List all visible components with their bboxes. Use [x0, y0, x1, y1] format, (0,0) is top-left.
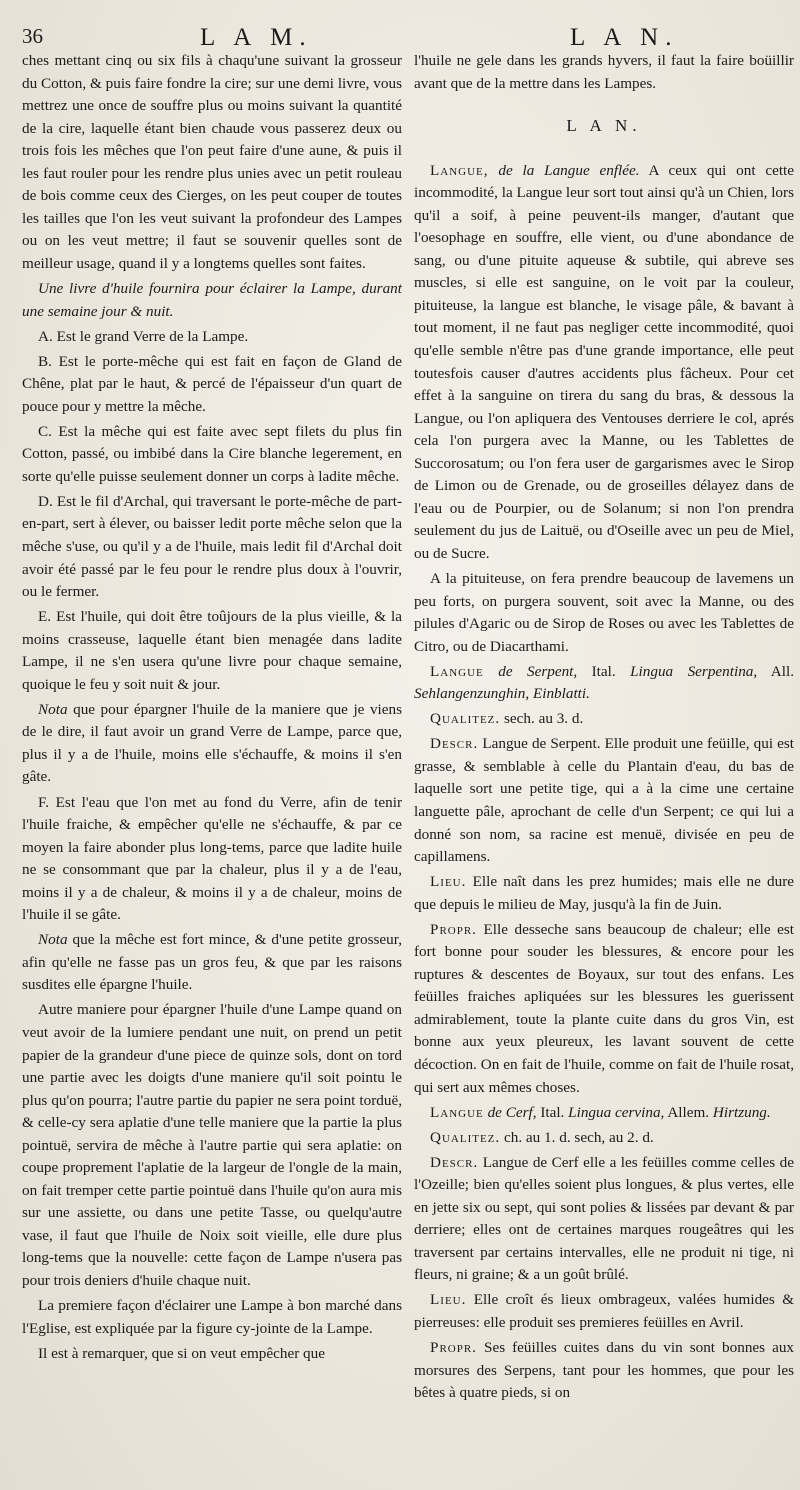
- entry-langue-serpent: [414, 661, 794, 706]
- properties-text: Ses feüilles cuites dans du vin sont bonnes aux morsures des Serpens, tant pour les hommes, que pour les bêtes à quatre pieds, si on: [414, 1339, 795, 1402]
- german-label: Allem.: [667, 1103, 710, 1121]
- legend-text: Est la mêche qui est faite avec sept filets du plus fin Cotton, passé, ou imbibé dans la Cire blanche legerement, en sorte qu'elle puisse seulement donner un corps à ladite mêche.: [22, 422, 403, 485]
- legend-item-d: [22, 491, 402, 604]
- nota-label: Nota: [38, 700, 68, 718]
- nota-text: que pour épargner l'huile de la maniere que je viens de le dire, il faut avoir un grand Verre de Lampe, parce que, plus il y a de l'huile, moins elle s'échauffe, & moins il s'en gâte.: [22, 700, 403, 786]
- description-text: Langue de Cerf elle a les feüilles comme celles de l'Ozeille; bien qu'elles soient plus longues, & plus vertes, elle en jette six ou sept, qui sont polies & lissées par devant & par derriere; elles ont de certaines marques rougeâtres qui les traversent par certains intervalles, elle ne produit ni tige, ni fleurs, ni graine; & a un goût brûlé.: [414, 1153, 794, 1284]
- legend-letter: C.: [38, 422, 52, 440]
- properties-label: Propr.: [430, 1339, 477, 1357]
- paragraph: Il est à remarquer, que si on veut empêcher que: [38, 1344, 325, 1362]
- entry-langue-enflee: [414, 160, 794, 566]
- properties-text: Elle desseche sans beaucoup de chaleur; elle est fort bonne pour souder les blessures, & encore pour les ruptures & descentes de Boyaux, sur tout des enfans. Les feüilles fraiches apliquées sur les blessures les guerissent admirablement, toute la plante cuite dans du gros Vin, est bonne aux yeux pleureux, les lavant souvent de cette décoction. On en fait de l'huile, comme on fait de l'huile rosat, qui sert aux mêmes choses.: [414, 920, 795, 1096]
- entry-langue-cerf: [414, 1102, 794, 1125]
- qualities-text: sech. au 3. d.: [504, 710, 584, 728]
- entry-text: A ceux qui ont cette incommodité, la Langue leur sort tout ainsi qu'à un Chien, lors qu'il a soif, à peine peuvent-ils manger, d'autant que l'oesophage en souffre, elle vient, ou d'une abondance de sang, ou d'une pituite aqueuse & subtile, qui abreve ses muscles, si elle est sanguine, on le voit par la couleur, pituiteuse, la langue est blanche, le visage pâle, & bavant à tout moment, il ne faut pas negliger cette incommodité, quoi qu'elle semble n'être pas d'une grande importance, elle peut toutesfois causer d'autres accidents plus fâcheux. Pour cet effet à la sanguine on tirera du sang du bras, & dessous la Langue, ou l'on apliquera des Ventouses derriere le col, aprés cela l'on purgera avec la Manne, ou les Tablettes de Succorosatum; ou l'on fera user de gargarismes avec le Sirop de Limon ou de Grenade, ou de groseilles délayez dans de l'eau ou de Pourpier, ou de Solanum; si non l'on prendra seulement du jus de Laituë, ou d'Oseille avec un peu de Miel, ou de Sucre.: [414, 161, 795, 562]
- location-label: Lieu.: [430, 873, 467, 891]
- legend-letter: D.: [38, 492, 53, 510]
- location-text: Elle naît dans les prez humides; mais elle ne dure que depuis le milieu de May, jusqu'à la fin de Juin.: [414, 873, 795, 913]
- paragraph: La premiere façon d'éclairer une Lampe à bon marché dans l'Eglise, est expliquée par la figure cy-jointe de la Lampe.: [22, 1297, 402, 1337]
- qualities-label: Qualitez.: [430, 710, 501, 728]
- legend-text: Est l'eau que l'on met au fond du Verre, afin de tenir l'huile fraiche, & empêcher qu'elle ne s'échauffe, & par ce moyen la faire abonder plus long-tems, parce que ladite huile ne se consommant que par la chaleur, plus il y a de l'eau, moins il y a de chaleur, & moins il y a de chaleur, moins de l'huile il se gâte.: [22, 793, 403, 924]
- section-title: L A N.: [566, 116, 642, 136]
- italic-note: Une livre d'huile fournira pour éclairer la Lampe, durant une semaine jour & nuit.: [22, 279, 402, 320]
- properties-paragraph: [414, 919, 794, 1099]
- description-label: Descr.: [430, 1153, 479, 1171]
- legend-item-b: [22, 351, 402, 419]
- properties-paragraph: [414, 1337, 794, 1405]
- qualities-line: [414, 1127, 794, 1150]
- nota-paragraph: [22, 699, 402, 789]
- legend-letter: F.: [38, 793, 50, 811]
- entry-subtitle: de Cerf,: [487, 1103, 537, 1121]
- description-paragraph: [414, 733, 794, 868]
- legend-text: Est le grand Verre de la Lampe.: [56, 327, 249, 345]
- location-paragraph: [414, 1289, 794, 1334]
- german-label: All.: [770, 662, 795, 680]
- nota-text: que la mêche est fort mince, & d'une petite grosseur, afin qu'elle ne fasse pas un gros feu, & que par les raisons susdites elle épargne l'huile.: [22, 931, 402, 994]
- paragraph: ches mettant cinq ou six fils à chaqu'une suivant la grosseur du Cotton, & puis faire fondre la cire; sur une demi livre, vous mettrez une once de souffre plus ou moins suivant la quantité de la cire, laquelle étant bien chaude vous passerez deux ou trois fois les mêches que l'on peut faire d'une aune, & puis il les faut rouler pour les rendre plus unies avec un petit rouleau de bois comme ceux des Cierges, on les peut couper de toutes les tailles que l'on les veut suivant la profondeur des Lampes ou on les veut mettre; il faut se souvenir quelles sont de meilleur usage, quand il y a longtems quelles sont faites.: [22, 52, 402, 272]
- legend-text: Est le porte-mêche qui est fait en façon de Gland de Chêne, plat par le haut, & percé de l'épaisseur d'un quart de pouce pour y mettre la mêche.: [22, 352, 403, 415]
- italian-name: Lingua Serpentina,: [630, 662, 758, 680]
- text-columns: [22, 50, 794, 1405]
- legend-item-e: [22, 606, 402, 696]
- entry-subtitle: de la Langue enflée.: [498, 161, 640, 179]
- legend-letter: B.: [38, 352, 52, 370]
- right-column: [414, 50, 794, 1405]
- entry-title: Langue: [430, 1103, 484, 1121]
- paragraph: A la pituiteuse, on fera prendre beaucoup de lavemens un peu forts, on purgera souvent, soit avec la Manne, ou des pilules d'Agaric ou de Sirop de Roses ou avec les Tablettes de Citro, ou de Diacarthami.: [414, 569, 794, 655]
- legend-item-c: [22, 421, 402, 489]
- location-label: Lieu.: [430, 1291, 467, 1309]
- german-name: Hirtzung.: [712, 1103, 771, 1121]
- entry-title: Langue,: [430, 161, 489, 179]
- description-paragraph: [414, 1152, 794, 1287]
- legend-text: Est l'huile, qui doit être toûjours de la plus vieille, & la moins crasseuse, laquelle étant bien menagée dans ladite Lampe, il ne s'en usera qu'une livre pour chaque semaine, quoique le feu y soit nuit & jour.: [22, 608, 403, 693]
- left-running-head: L A M.: [200, 24, 313, 51]
- legend-item-f: [22, 792, 402, 927]
- entry-title: Langue: [430, 662, 484, 680]
- legend-letter: E.: [38, 608, 52, 626]
- legend-text: Est le fil d'Archal, qui traversant le porte-mêche de part-en-part, sert à élever, ou baisser ledit porte mêche selon que la mêche s'use, ou qu'il y a de l'huile, mais ledit fil d'Archal doit avoir été passé par le feu pour le rendre plus doux à l'ouvrir, ou le fermer.: [22, 492, 402, 601]
- legend-letter: A.: [38, 327, 53, 345]
- italian-label: Ital.: [540, 1103, 565, 1121]
- running-header: [22, 10, 794, 50]
- paragraph: Autre maniere pour épargner l'huile d'une Lampe quand on veut avoir de la lumiere pendant une nuit, on prend un petit papier de la grandeur d'une piece de quinze sols, dont on tord une partie avec les doigts d'une maniere qu'il soit pointu le plus qu'on pourra; l'autre partie du papier ne sera point torduë, & celle-cy sera aplatie d'une telle maniere que la partie la plus pointuë, servira de mêche à l'autre partie qui sera aplatie: on coupe proprement l'aplatie de la largeur de l'ongle de la main, on fait tremper cette partie pointuë dans l'huile qu'on aura mis sur une assiette, ou dans une petite Tasse, ou quelqu'autre vase, il faut que l'huile de Noix soit vieille, elle dure plus long-tems que la nouvelle: cette façon de Lampe n'usera pas pour trois deniers d'huile chaque nuit.: [22, 1001, 402, 1289]
- page-number: 36: [22, 24, 43, 48]
- left-column: [22, 50, 402, 1405]
- qualities-line: [414, 708, 794, 731]
- location-text: Elle croît és lieux ombrageux, valées humides & pierreuses: elle produit ses premieres feüilles en Avril.: [414, 1291, 795, 1331]
- nota-label: Nota: [38, 931, 68, 949]
- german-name: Sehlangenzunghin, Einblatti.: [414, 685, 590, 703]
- italian-label: Ital.: [591, 662, 616, 680]
- properties-label: Propr.: [430, 920, 477, 938]
- legend-item-a: [22, 326, 402, 349]
- nota-paragraph: [22, 929, 402, 997]
- location-paragraph: [414, 871, 794, 916]
- description-label: Descr.: [430, 735, 479, 753]
- description-text: Langue de Serpent. Elle produit une feüille, qui est grasse, & semblable à celle du Plantain d'eau, du bas de laquelle sort une petite tige, qui a à la cime une certaine languette pâle, aprochant de celle d'un Serpent; ce qui lui a donné son nom, sa racine est menuë, divisée en peu de capillamens.: [414, 735, 794, 866]
- qualities-text: ch. au 1. d. sech, au 2. d.: [504, 1128, 654, 1146]
- paragraph: l'huile ne gele dans les grands hyvers, il faut la faire boüillir avant que de la mettre dans les Lampes.: [414, 52, 794, 92]
- italian-name: Lingua cervina,: [568, 1103, 665, 1121]
- entry-subtitle: de Serpent,: [498, 662, 578, 680]
- qualities-label: Qualitez.: [430, 1128, 501, 1146]
- right-running-head: L A N.: [570, 24, 679, 51]
